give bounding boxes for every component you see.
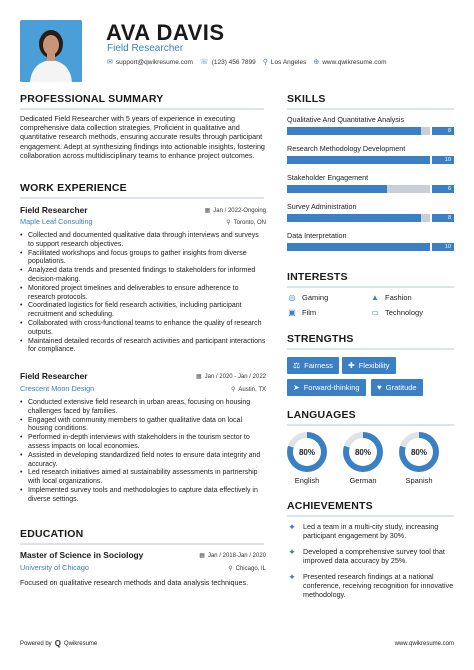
language-name: Spanish — [405, 476, 433, 485]
list-item: • Collaborated with cross-functional teams to enhance the quality of research outputs. — [20, 320, 266, 338]
achievement-1: ✦ Led a team in a multi-city study, increasing participant engagement by 30%. — [288, 522, 439, 540]
phone-icon: ☏ — [199, 59, 209, 66]
skill-label: Research Methodology Development — [287, 144, 406, 153]
skill-bar-gap — [430, 214, 432, 222]
education-text: Focused on qualitative research methods and data analysis techniques. — [20, 578, 249, 587]
job-1-bullets — [20, 232, 266, 355]
contact-website[interactable]: ⊕ www.qwikresume.com — [313, 58, 387, 66]
contact-bar — [107, 58, 387, 66]
strength-fairness: ⚖ Fairness — [287, 357, 339, 374]
experience-divider — [20, 197, 264, 199]
pin-icon: ⚲ — [228, 566, 233, 572]
job-1-title: Field Researcher — [20, 205, 88, 215]
skill-bar-fill — [287, 243, 454, 251]
candidate-role: Field Researcher — [107, 43, 184, 54]
job-1-dates: ▦ Jan / 2022-Ongoing — [204, 207, 266, 214]
calendar-icon: ▦ — [195, 374, 202, 380]
skill-bar-gap — [430, 127, 432, 135]
interests-heading: INTERESTS — [287, 271, 348, 283]
pin-icon: ⚲ — [226, 220, 231, 226]
job-2-dates: ▦ Jan / 2020 - Jan / 2022 — [195, 373, 266, 380]
scale-icon: ⚖ — [293, 361, 301, 370]
skill-bar-gap — [430, 156, 432, 164]
trophy-icon: ✦ — [288, 522, 296, 532]
interest-gaming: ◎ Gaming — [288, 293, 329, 302]
list-item: • Conducted extensive field research in urban areas, focusing on housing challenges faced by families. — [20, 399, 266, 417]
skill-value: 6 — [432, 185, 454, 193]
puzzle-icon: ✚ — [348, 361, 355, 370]
education-heading: EDUCATION — [20, 528, 84, 540]
language-item — [397, 432, 441, 485]
language-percent: 80% — [293, 438, 321, 466]
language-ring — [399, 432, 439, 472]
list-item: • Coordinated logistics for field research activities, including participant recruitment and scheduling. — [20, 302, 266, 320]
interest-fashion: ▲ Fashion — [371, 293, 412, 302]
pin-icon: ⚲ — [231, 387, 236, 393]
skill-bar — [287, 243, 454, 251]
language-ring — [343, 432, 383, 472]
skill-value: 10 — [432, 156, 454, 164]
footer-website[interactable]: www.qwikresume.com — [394, 641, 454, 647]
strengths-divider — [287, 348, 454, 350]
education-divider — [20, 543, 264, 545]
interest-film: ▣ Film — [288, 308, 317, 317]
skill-bar-fill — [287, 185, 387, 193]
job-2-bullets — [20, 399, 266, 505]
location-icon: ⚲ — [262, 59, 268, 66]
interest-technology: ▭ Technology — [371, 308, 423, 317]
job-1-location: ⚲ Toronto, ON — [226, 219, 266, 226]
achievement-3: ✦ Presented research findings at a national conference, receiving recognition for innovative methodology. — [288, 572, 454, 599]
strength-flexibility: ✚ Flexibility — [342, 357, 396, 374]
achievement-2: ✦ Developed a comprehensive survey tool that improved data accuracy by 25%. — [288, 547, 445, 565]
achievements-heading: ACHIEVEMENTS — [287, 500, 373, 512]
job-2-location: ⚲ Austin, TX — [231, 386, 266, 393]
list-item: • Led research initiatives aimed at sustainability assessments in partnership with local organizations. — [20, 469, 266, 487]
education-location: ⚲ Chicago, IL — [228, 565, 266, 572]
school-name: University of Chicago — [20, 563, 89, 572]
trophy-icon: ✦ — [288, 572, 296, 582]
email-icon: ✉ — [107, 59, 113, 66]
skill-value: 8 — [432, 214, 454, 222]
fashion-icon: ▲ — [371, 293, 379, 302]
list-item: • Assisted in developing standardized field notes to ensure data integrity and accuracy. — [20, 452, 266, 470]
footer-brand-link[interactable]: Qwikresume — [63, 640, 98, 647]
summary-text: Dedicated Field Researcher with 5 years of experience in executing comprehensive data collection strategies. Proficient in qualitative and quantitative research methods, ensuring accurate results through participant engagement. Adept at synthesizing findings into actionable insights, fostering collaboration across multidisciplinary teams to enhance project outcomes. — [20, 114, 265, 160]
gamepad-icon: ◎ — [288, 293, 296, 302]
achievements-divider — [287, 515, 454, 517]
language-percent: 80% — [349, 438, 377, 466]
film-icon: ▣ — [288, 308, 296, 317]
calendar-icon: ▦ — [204, 208, 211, 214]
skill-bar-fill — [287, 156, 454, 164]
list-item: • Monitored project timelines and deliverables to ensure adherence to research protocols. — [20, 285, 266, 303]
contact-phone[interactable]: ☏ (123) 456 7899 — [199, 58, 256, 66]
skill-label: Stakeholder Engagement — [287, 173, 369, 182]
language-ring — [287, 432, 327, 472]
forward-icon: ➤ — [293, 383, 300, 392]
footer-powered-by: Powered by Q Qwikresume — [20, 639, 98, 648]
list-item: • Facilitated workshops and focus groups to gather insights from diverse populations. — [20, 250, 266, 268]
list-item: • Collected and documented qualitative data through interviews and surveys to support research objectives. — [20, 232, 266, 250]
strengths-heading: STRENGTHS — [287, 333, 354, 345]
skill-label: Data Interpretation — [287, 231, 347, 240]
skill-bar — [287, 156, 454, 164]
trophy-icon: ✦ — [288, 547, 296, 557]
globe-icon: ⊕ — [313, 59, 320, 66]
skill-bar-fill — [287, 127, 421, 135]
skill-bar — [287, 185, 454, 193]
skill-bar-fill — [287, 214, 421, 222]
qwikresume-logo-icon: Q — [54, 639, 61, 648]
skill-label: Qualitative And Quantitative Analysis — [287, 115, 405, 124]
skills-divider — [287, 108, 454, 110]
list-item: • Analyzed data trends and presented findings to stakeholders for informed decision-making. — [20, 267, 266, 285]
list-item: • Performed in-depth interviews with stakeholders in the tourism sector to assess impacts on local economies. — [20, 434, 266, 452]
languages-heading: LANGUAGES — [287, 409, 356, 421]
skill-bar-gap — [430, 243, 432, 251]
job-1-company: Maple Leaf Consulting — [20, 217, 93, 226]
skill-label: Survey Administration — [287, 202, 357, 211]
skill-bar — [287, 127, 454, 135]
list-item: • Implemented survey tools and methodologies to capture data effectively in diverse settings. — [20, 487, 266, 505]
skill-bar — [287, 214, 454, 222]
skill-value: 8 — [432, 127, 454, 135]
language-item — [285, 432, 329, 485]
skills-heading: SKILLS — [287, 93, 326, 105]
job-2-company: Crescent Moon Design — [20, 384, 95, 393]
heart-icon: ♥ — [377, 383, 382, 392]
language-percent: 80% — [405, 438, 433, 466]
list-item: • Maintained detailed records of research activities and participant interactions for compliance. — [20, 338, 266, 356]
education-dates: ▦ Jan / 2018-Jan / 2020 — [199, 552, 266, 559]
experience-heading: WORK EXPERIENCE — [20, 182, 127, 194]
job-2-title: Field Researcher — [20, 371, 88, 381]
list-item: • Engaged with community members to gather qualitative data on local housing conditions. — [20, 417, 266, 435]
strength-gratitude: ♥ Gratitude — [371, 379, 423, 396]
interests-divider — [287, 286, 454, 288]
profile-photo — [20, 20, 82, 82]
summary-heading: PROFESSIONAL SUMMARY — [20, 93, 164, 105]
language-item — [341, 432, 385, 485]
contact-email[interactable]: ✉ support@qwikresume.com — [107, 58, 193, 66]
degree-title: Master of Science in Sociology — [20, 550, 144, 560]
summary-divider — [20, 108, 264, 110]
skill-value: 10 — [432, 243, 454, 251]
skill-bar-gap — [430, 185, 432, 193]
language-name: German — [349, 476, 377, 485]
language-name: English — [294, 476, 320, 485]
contact-location: ⚲ Los Angeles — [262, 58, 307, 66]
technology-icon: ▭ — [371, 308, 379, 317]
strength-forward-thinking: ➤ Forward-thinking — [287, 379, 366, 396]
calendar-icon: ▦ — [199, 553, 205, 559]
languages-divider — [287, 424, 454, 426]
candidate-name: AVA DAVIS — [106, 20, 225, 45]
